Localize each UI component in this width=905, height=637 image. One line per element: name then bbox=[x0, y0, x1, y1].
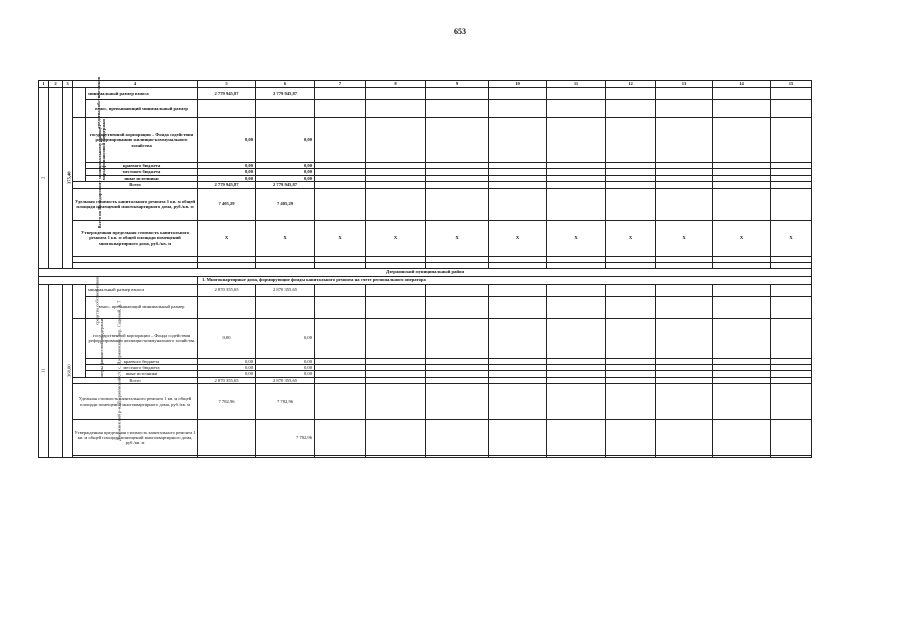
cell-x: X bbox=[713, 220, 771, 256]
section-title: 1. Многоквартирные дома, формирующие фонды капитального ремонта на счете регионального оператора bbox=[198, 276, 812, 284]
cell-value: 0,00 bbox=[198, 365, 256, 371]
cell-x: X bbox=[366, 220, 426, 256]
financial-support-group: меры финансовой поддержки bbox=[73, 318, 86, 377]
row-number: 2 bbox=[39, 88, 49, 269]
table-row bbox=[39, 118, 812, 163]
table-row bbox=[39, 220, 812, 256]
cell-value: 0,00 bbox=[198, 358, 256, 364]
col-header: 15 bbox=[771, 81, 812, 88]
cell-x: X bbox=[198, 220, 256, 256]
cell-value: 7 782,96 bbox=[256, 384, 315, 420]
cell-value: 0,00 bbox=[256, 118, 315, 163]
cell-value: 2 779 945,87 bbox=[198, 88, 256, 100]
cell-value: 2 870 355,65 bbox=[198, 377, 256, 383]
row-label: Удельная стоимость капитального ремонта 1 кв. м общей площади помещений многоквартирного дома, руб./кв. м bbox=[73, 384, 198, 420]
row-number: 11 bbox=[39, 284, 49, 458]
row-label: взнос, превышающий минимальный размер bbox=[86, 296, 198, 318]
cell-value: 0,00 bbox=[198, 118, 256, 163]
cell-value: 0,00 bbox=[256, 358, 315, 364]
cell-value: 7 782,96 bbox=[198, 384, 256, 420]
cell-x: X bbox=[547, 220, 606, 256]
cell-value: 2 870 355,65 bbox=[256, 284, 315, 296]
cell-value: 7 405,29 bbox=[198, 188, 256, 220]
table-row bbox=[39, 100, 812, 118]
district-header-row bbox=[39, 268, 812, 276]
area-value: 375,40 bbox=[63, 88, 73, 269]
row-label: минимальный размер взноса bbox=[86, 88, 198, 100]
table-row bbox=[39, 456, 812, 458]
table-row bbox=[39, 296, 812, 318]
col-header: 7 bbox=[315, 81, 366, 88]
col-header: 14 bbox=[713, 81, 771, 88]
cell-x: X bbox=[489, 220, 547, 256]
cell-value: 2 870 355,65 bbox=[198, 284, 256, 296]
col-header: 9 bbox=[426, 81, 489, 88]
col-header: 3 bbox=[63, 81, 73, 88]
row-label: минимальный размер взноса bbox=[86, 284, 198, 296]
row-label: государственной корпорации – Фонда содействия реформированию жилищно-коммунального хозяйства bbox=[86, 318, 198, 358]
cell-value: 0,00 bbox=[256, 318, 315, 358]
col-header: 12 bbox=[606, 81, 656, 88]
district-title: Дзержинский муниципальный район bbox=[39, 268, 812, 276]
cell-value: 0,00 bbox=[256, 365, 315, 371]
cell-value: 0,00 bbox=[198, 163, 256, 169]
cell-x: X bbox=[426, 220, 489, 256]
col-header: 5 bbox=[198, 81, 256, 88]
district-total-label: Всего по Володарскому муниципальному району bbox=[49, 88, 63, 269]
table-row bbox=[39, 318, 812, 358]
cell-value: 0,00 bbox=[198, 318, 256, 358]
cell-value: 0,00 bbox=[256, 175, 315, 181]
row-label: Всего bbox=[73, 182, 198, 188]
col-header: 8 bbox=[366, 81, 426, 88]
table-row bbox=[39, 384, 812, 420]
area-value: 368,80 bbox=[63, 284, 73, 458]
cell-value: 0,00 bbox=[256, 371, 315, 377]
cell-value: 7 405,29 bbox=[256, 188, 315, 220]
row-label: Утвержденная предельная стоимость капитального ремонта 1 кв. м общей площади помещений многоквартирного дома, руб./кв. м bbox=[73, 420, 198, 456]
cell-value: 2 779 945,87 bbox=[256, 182, 315, 188]
col-header: 4 bbox=[73, 81, 198, 88]
row-label: иные источники bbox=[86, 371, 198, 377]
col-header: 13 bbox=[656, 81, 713, 88]
cell-x: X bbox=[771, 220, 812, 256]
col-header: 11 bbox=[547, 81, 606, 88]
section-header-row bbox=[39, 276, 812, 284]
row-label: государственной корпорации – Фонда содействия реформированию жилищно-коммунального хозяйства bbox=[86, 118, 198, 163]
financial-support-group: меры финансовой поддержки bbox=[73, 118, 86, 182]
col-header: 1 bbox=[39, 81, 49, 88]
row-label: иные источники bbox=[86, 175, 198, 181]
row-label: Утвержденная предельная стоимость капитального ремонта 1 кв. м общей площади помещений многоквартирного дома, руб./кв. м bbox=[73, 220, 198, 256]
cell-value: 2 779 945,87 bbox=[198, 182, 256, 188]
cell-x: X bbox=[315, 220, 366, 256]
table-row bbox=[39, 420, 812, 456]
cell-value: 2 870 355,65 bbox=[256, 377, 315, 383]
table-row bbox=[39, 188, 812, 220]
capital-repair-table bbox=[38, 76, 812, 458]
table-row bbox=[39, 284, 812, 296]
page-number: 653 bbox=[454, 27, 466, 36]
cell-value: 0,00 bbox=[256, 163, 315, 169]
cell-x: X bbox=[656, 220, 713, 256]
cell-value: 0,00 bbox=[256, 169, 315, 175]
cell-value: 0,00 bbox=[198, 175, 256, 181]
cell-value: 7 782,96 bbox=[256, 420, 315, 456]
row-label: краевого бюджета bbox=[86, 358, 198, 364]
owner-funds-group: средства собствен-ников bbox=[73, 284, 86, 318]
address-label: Дзержинский р-н, Дзержинский с/с, с. Дзержинское, пер. Садовый, д. 7 bbox=[49, 284, 63, 458]
cell-value: 2 779 945,87 bbox=[256, 88, 315, 100]
cell-value: 0,00 bbox=[198, 169, 256, 175]
table-row bbox=[39, 88, 812, 100]
column-number-row bbox=[39, 81, 812, 88]
col-header: 2 bbox=[49, 81, 63, 88]
owner-funds-group: средства собствен-ников bbox=[73, 88, 86, 118]
row-label: краевого бюджета bbox=[86, 163, 198, 169]
cell-x: X bbox=[606, 220, 656, 256]
row-label: местного бюджета bbox=[86, 365, 198, 371]
row-label: Всего bbox=[73, 377, 198, 383]
cell-value: 0,00 bbox=[198, 371, 256, 377]
row-label: Удельная стоимость капитального ремонта 1 кв. м общей площади помещений многоквартирного дома, руб./кв. м bbox=[73, 188, 198, 220]
col-header: 6 bbox=[256, 81, 315, 88]
row-label: местного бюджета bbox=[86, 169, 198, 175]
col-header: 10 bbox=[489, 81, 547, 88]
row-label: взнос, превышающий минимальный размер bbox=[86, 100, 198, 118]
cell-x: X bbox=[256, 220, 315, 256]
